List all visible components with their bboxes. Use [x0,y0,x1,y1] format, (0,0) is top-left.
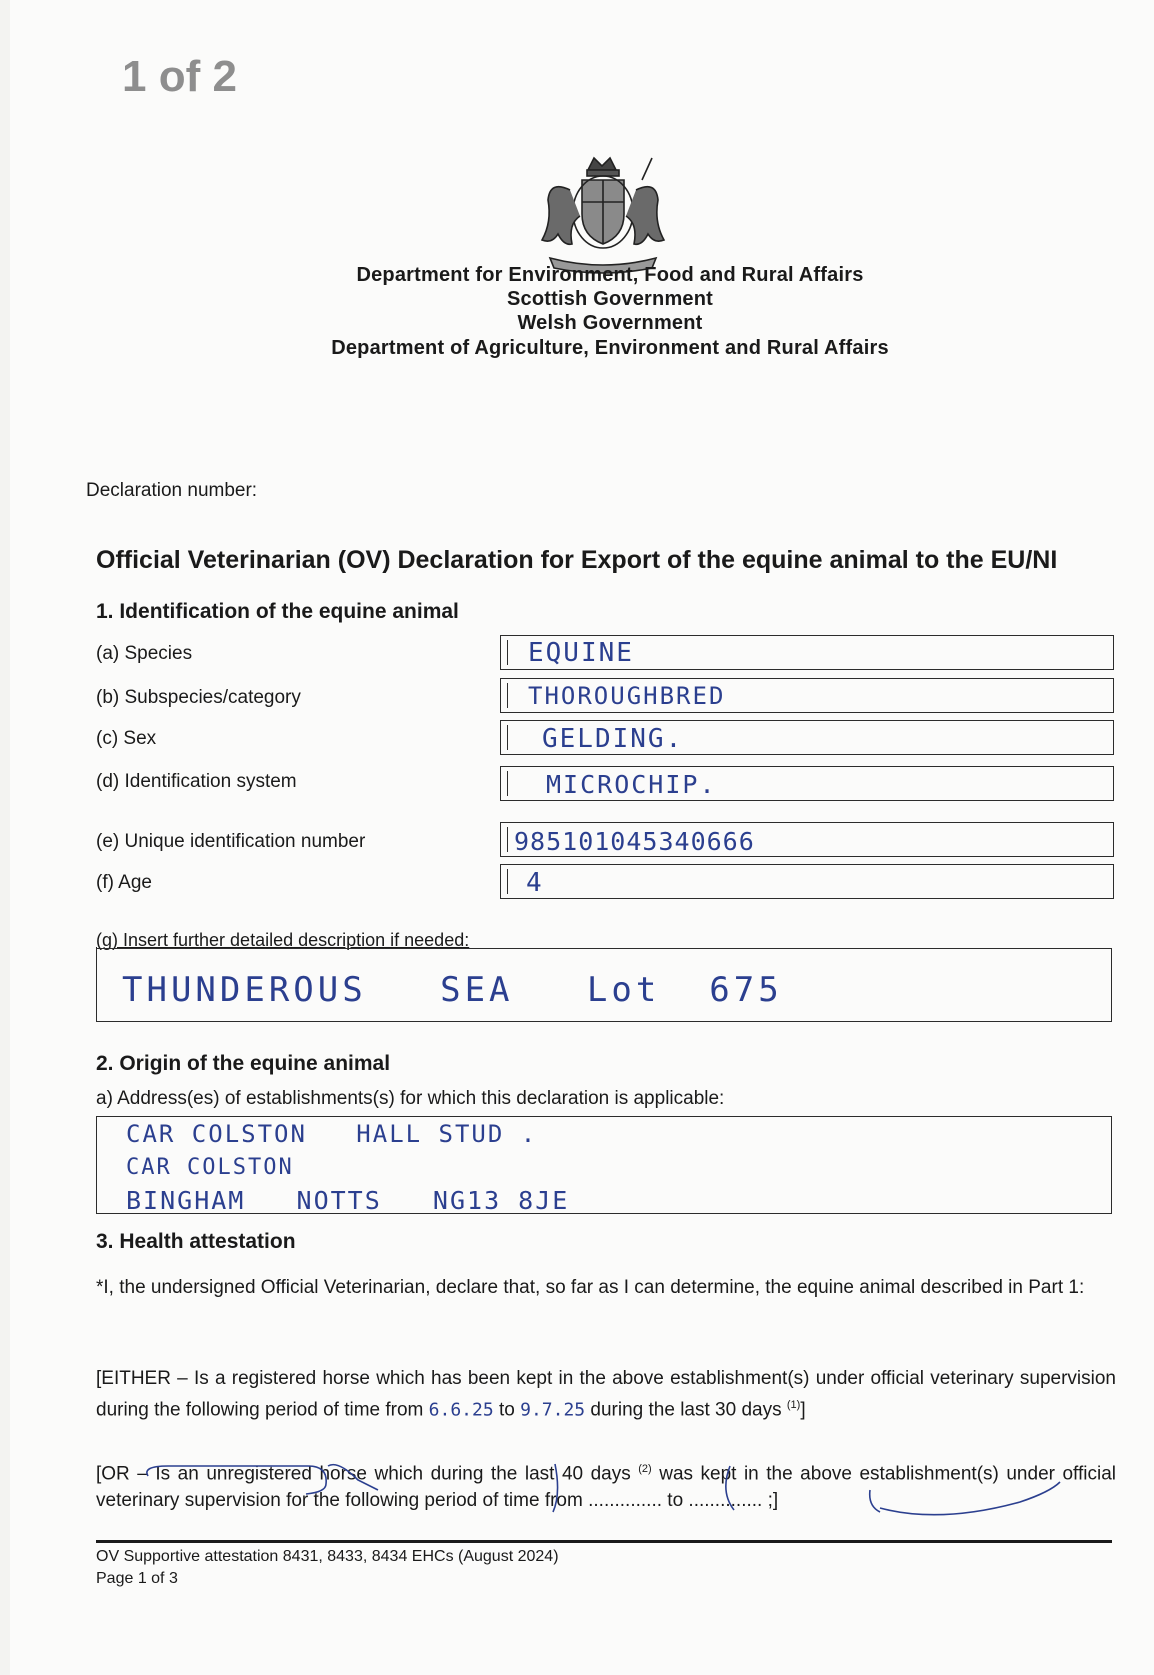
department-line-4: Department of Agriculture, Environment and Rural Affairs [331,337,889,359]
document-page [10,0,1154,1675]
age-value: 4 [526,868,544,898]
royal-coat-of-arms-logo [530,150,676,275]
footer-attestation: OV Supportive attestation 8431, 8433, 8434 EHCs (August 2024) [96,1548,559,1565]
address-line-1: CAR COLSTON HALL STUD . [126,1120,538,1148]
address-line-3: BINGHAM NOTTS NG13 8JE [126,1186,570,1215]
department-line-3: Welsh Government [517,312,703,334]
footer-rule [96,1540,1112,1543]
either-from-date: 6.6.25 [428,1399,494,1421]
section-1-heading: 1. Identification of the equine animal [96,600,459,623]
page-indicator: 1 of 2 [122,52,237,101]
species-value: EQUINE [528,638,634,668]
sex-label: (c) Sex [96,728,157,749]
subspecies-label: (b) Subspecies/category [96,687,301,708]
declaration-number-label: Declaration number: [86,480,258,501]
species-label: (a) Species [96,643,193,664]
unique-id-value: 985101045340666 [514,827,755,856]
age-label: (f) Age [96,872,152,893]
either-clause: [EITHER – Is a registered horse which has been kept in the above establishment(s) under official veterinary supervision during the following period of time from 6.6.25 to 9.7.25 during the last 30 days $^{(1)}$] [96,1368,1116,1421]
section-3-heading: 3. Health attestation [96,1230,296,1253]
document-title: Official Veterinarian (OV) Declaration for Export of the equine animal to the EU/NI [96,546,1058,574]
subspecies-value: THOROUGHBRED [528,682,726,710]
further-description-label: (g) Insert further detailed description if needed: [96,930,470,950]
identification-system-label: (d) Identification system [96,771,297,792]
sex-value: GELDING. [542,724,684,754]
health-declaration-text: *I, the undersigned Official Veterinarian, declare that, so far as I can determine, the equine animal described in Part 1: [96,1277,1085,1298]
address-label: a) Address(es) of establishments(s) for which this declaration is applicable: [96,1088,725,1109]
address-line-2: CAR COLSTON [126,1155,294,1180]
department-line-2: Scottish Government [506,288,714,310]
or-clause: [OR – Is an unregistered horse which during the last 40 days $^{(2)}$ was kept in the above establishment(s) under official veterinary supervision for the following period of time from .............. to .............. ;] [96,1463,1116,1512]
either-to-date: 9.7.25 [520,1399,586,1421]
section-2-heading: 2. Origin of the equine animal [96,1052,391,1075]
department-line-1: Department for Environment, Food and Rural Affairs [356,264,864,286]
identification-system-value: MICROCHIP. [546,770,717,799]
age-field[interactable] [500,864,1114,899]
further-description-value: THUNDEROUS SEA Lot 675 [122,970,783,1010]
unique-id-label: (e) Unique identification number [96,831,366,852]
footer-page-number: Page 1 of 3 [96,1570,178,1587]
